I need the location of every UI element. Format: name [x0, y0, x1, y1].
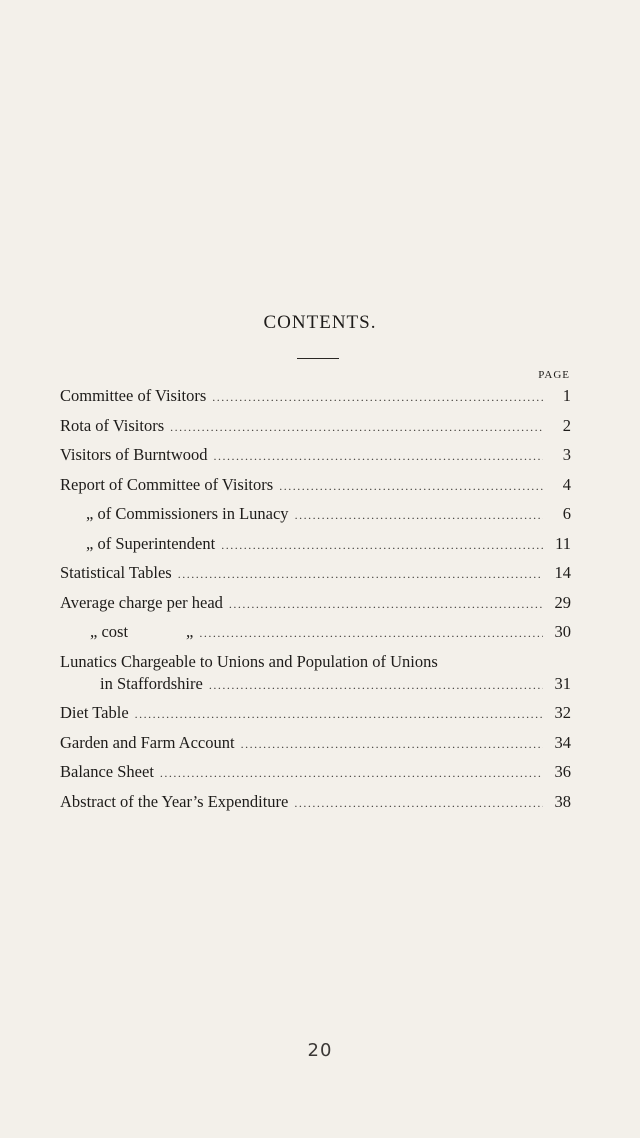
dot-leader: [279, 479, 543, 494]
dot-leader: [295, 508, 543, 523]
toc-entry-lunatics-chargeable: [60, 674, 571, 704]
toc-entry-superintendent: [60, 534, 571, 564]
toc-entry-label-continued: in Staffordshire: [100, 673, 203, 693]
dot-leader: [229, 597, 543, 612]
toc-entry-page: 34: [554, 732, 571, 752]
toc-entry-garden-and-farm: [60, 733, 571, 763]
dot-leader: [241, 737, 543, 752]
toc-entry-page: 14: [554, 563, 571, 582]
toc-entry-page: 32: [554, 703, 571, 722]
toc-entry-commissioners-in-lunacy: [60, 504, 571, 534]
toc-entry-balance-sheet: [60, 762, 571, 792]
toc-entry-page: 11: [555, 533, 571, 553]
toc-entry-label: „ of Superintendent: [86, 533, 216, 553]
toc-entry-label: Garden and Farm Account: [60, 732, 235, 752]
dot-leader: [214, 449, 543, 464]
dot-leader: [212, 390, 543, 405]
dot-leader: [135, 707, 543, 722]
toc-entry-label: Diet Table: [60, 703, 129, 722]
toc-entry-page: 36: [554, 762, 571, 781]
toc-entry-page: 29: [554, 592, 571, 612]
toc-entry-label: Lunatics Chargeable to Unions and Population of Unions: [60, 651, 438, 671]
toc-entry-label: Statistical Tables: [60, 563, 172, 582]
dot-leader: [170, 420, 543, 435]
toc-entry-label: Report of Committee of Visitors: [60, 474, 274, 494]
toc-entry-page: 31: [554, 673, 571, 693]
dot-leader: [209, 678, 543, 693]
title-rule: [297, 358, 339, 359]
toc-entry-label: Rota of Visitors: [60, 415, 165, 435]
dot-leader: [294, 796, 543, 811]
toc-entry-average-charge: [60, 593, 571, 623]
dot-leader: [221, 538, 543, 553]
toc-entry-abstract-of-expenditure: [60, 792, 571, 822]
toc-entry-label: „ of Commissioners in Lunacy: [86, 504, 289, 523]
page-title: CONTENTS.: [263, 312, 377, 333]
toc-entry-lunatics-chargeable-first-line: [60, 652, 571, 674]
toc-entry-rota-of-visitors: [60, 416, 571, 446]
toc-entry-page: 4: [562, 474, 571, 494]
ditto-mark: „: [186, 622, 194, 641]
toc-entry-label: Committee of Visitors: [60, 386, 207, 405]
toc-entry-visitors-of-burntwood: [60, 445, 571, 475]
contents-list: [60, 386, 571, 821]
toc-entry-label: „ cost: [90, 622, 129, 641]
dot-leader: [160, 766, 543, 781]
toc-entry-label: Abstract of the Year’s Expenditure: [60, 791, 289, 811]
dot-leader: [199, 626, 543, 641]
toc-entry-page: 2: [562, 415, 571, 435]
toc-entry-report-of-committee: [60, 475, 571, 505]
page-column-label: PAGE: [538, 369, 570, 381]
handwritten-page-mark: 20: [307, 1040, 333, 1061]
dot-leader: [178, 567, 543, 582]
toc-entry-label: Balance Sheet: [60, 762, 154, 781]
toc-entry-page: 1: [562, 386, 571, 405]
toc-entry-label: Average charge per head: [60, 592, 223, 612]
toc-entry-page: 3: [562, 445, 571, 464]
toc-entry-page: 30: [554, 622, 571, 641]
toc-entry-committee-of-visitors: [60, 386, 571, 416]
toc-entry-diet-table: [60, 703, 571, 733]
toc-entry-page: 6: [562, 504, 571, 523]
toc-entry-statistical-tables: [60, 563, 571, 593]
toc-entry-page: 38: [554, 791, 571, 811]
toc-entry-average-cost: [60, 622, 571, 652]
toc-entry-label: Visitors of Burntwood: [60, 445, 208, 464]
